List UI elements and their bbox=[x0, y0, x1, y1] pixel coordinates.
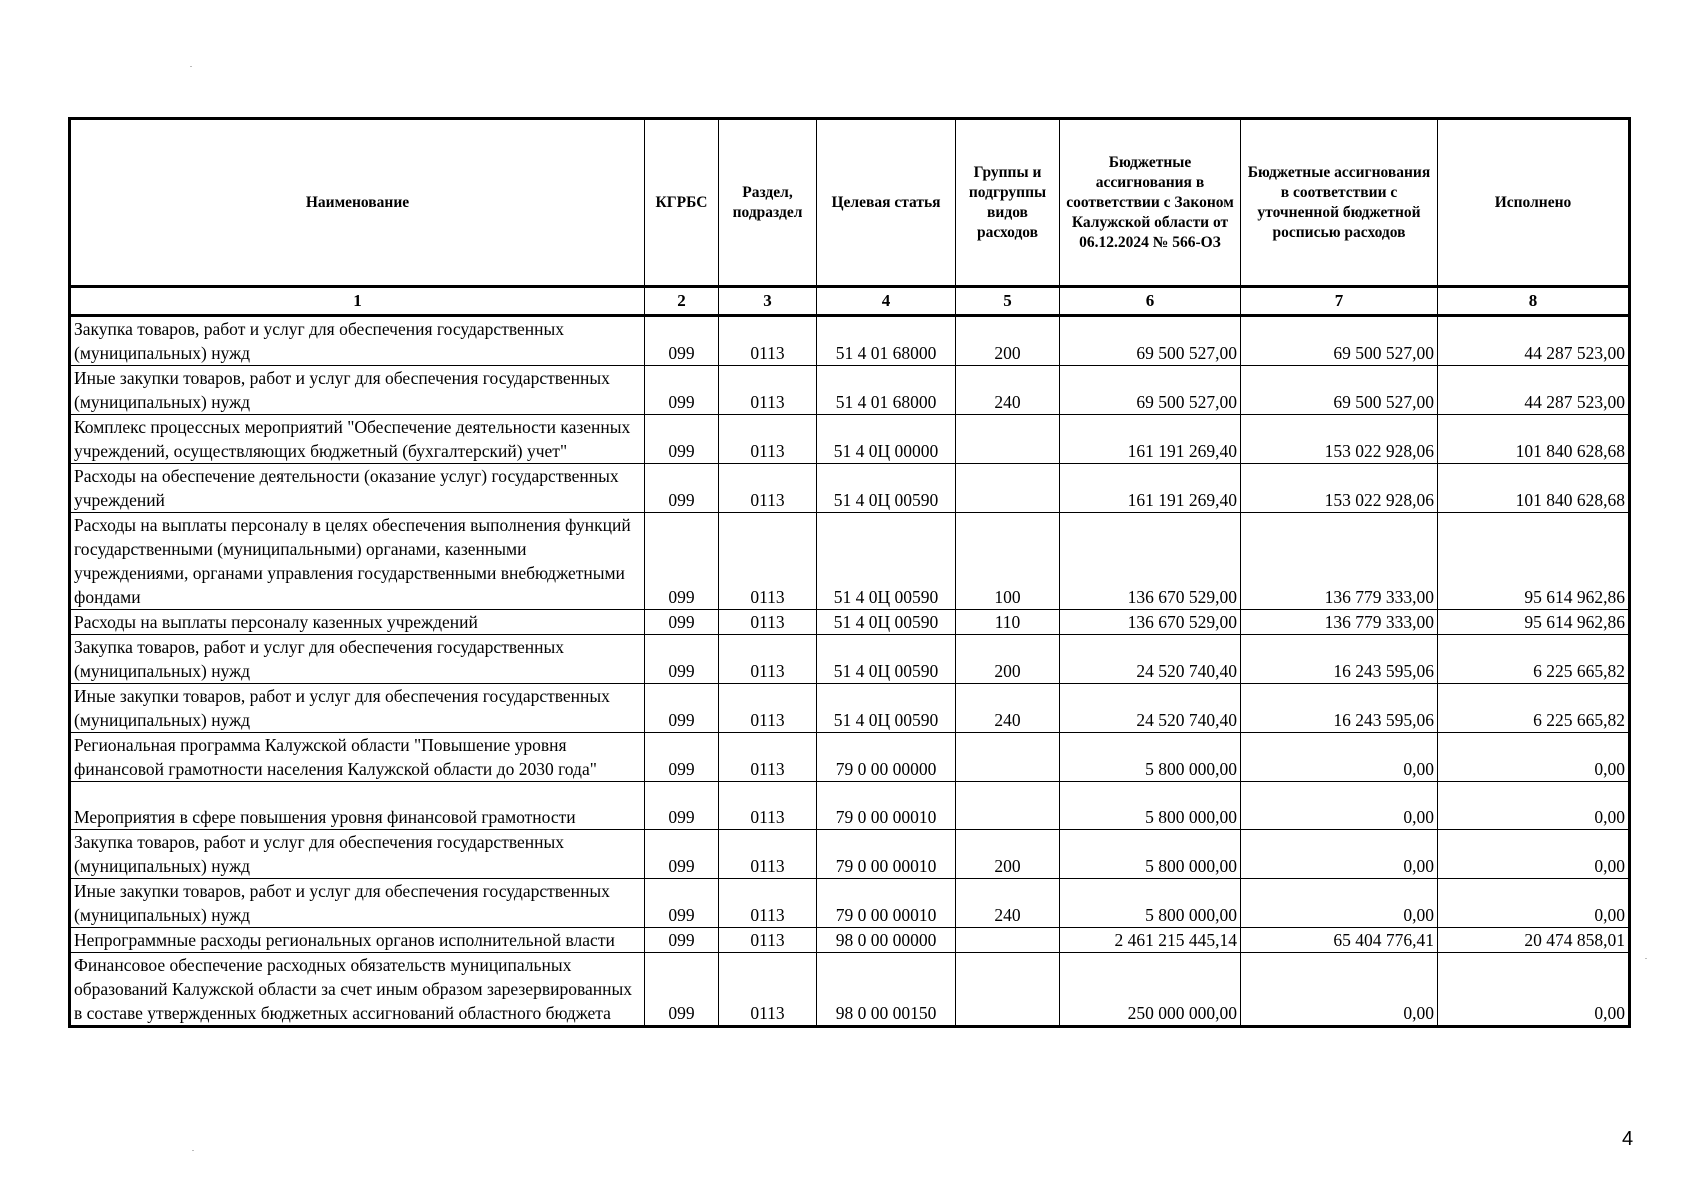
table-row bbox=[70, 635, 1630, 684]
row-razdel: 0113 bbox=[719, 513, 817, 610]
row-kgrbs: 099 bbox=[645, 928, 719, 953]
row-name: Финансовое обеспечение расходных обязательств муниципальных образований Калужской области за счет иным образом зарезервированных в составе утвержденных бюджетных ассигнований областного бюджета bbox=[70, 953, 645, 1027]
header-budget-refined: Бюджетные ассигнования в соответствии с уточненной бюджетной росписью расходов bbox=[1241, 119, 1438, 287]
row-budget-law: 24 520 740,40 bbox=[1060, 684, 1241, 733]
row-budget-refined: 0,00 bbox=[1241, 953, 1438, 1027]
row-budget-law: 69 500 527,00 bbox=[1060, 366, 1241, 415]
row-budget-refined: 136 779 333,00 bbox=[1241, 610, 1438, 635]
scan-speck bbox=[1645, 958, 1647, 959]
row-target-article: 98 0 00 00000 bbox=[817, 928, 956, 953]
row-budget-law: 136 670 529,00 bbox=[1060, 610, 1241, 635]
column-number: 1 bbox=[70, 287, 645, 316]
row-expense-group: 200 bbox=[956, 316, 1060, 366]
row-budget-refined: 136 779 333,00 bbox=[1241, 513, 1438, 610]
row-kgrbs: 099 bbox=[645, 366, 719, 415]
row-budget-refined: 69 500 527,00 bbox=[1241, 316, 1438, 366]
row-expense-group: 200 bbox=[956, 830, 1060, 879]
row-budget-law: 5 800 000,00 bbox=[1060, 879, 1241, 928]
header-gruppy: Группы и подгруппы видов расходов bbox=[956, 119, 1060, 287]
row-name: Закупка товаров, работ и услуг для обеспечения государственных (муниципальных) нужд bbox=[70, 316, 645, 366]
row-budget-refined: 0,00 bbox=[1241, 879, 1438, 928]
row-target-article: 51 4 0Ц 00590 bbox=[817, 610, 956, 635]
row-name: Закупка товаров, работ и услуг для обеспечения государственных (муниципальных) нужд bbox=[70, 635, 645, 684]
header-kgrbs: КГРБС bbox=[645, 119, 719, 287]
row-name: Иные закупки товаров, работ и услуг для обеспечения государственных (муниципальных) нужд bbox=[70, 879, 645, 928]
header-celevaya: Целевая статья bbox=[817, 119, 956, 287]
row-razdel: 0113 bbox=[719, 782, 817, 830]
row-name: Непрограммные расходы региональных органов исполнительной власти bbox=[70, 928, 645, 953]
row-kgrbs: 099 bbox=[645, 830, 719, 879]
row-name: Мероприятия в сфере повышения уровня финансовой грамотности bbox=[70, 782, 645, 830]
column-number: 8 bbox=[1438, 287, 1630, 316]
row-razdel: 0113 bbox=[719, 830, 817, 879]
report-sheet bbox=[68, 117, 1628, 1028]
row-executed: 44 287 523,00 bbox=[1438, 316, 1630, 366]
row-expense-group: 240 bbox=[956, 366, 1060, 415]
row-expense-group: 110 bbox=[956, 610, 1060, 635]
row-target-article: 51 4 0Ц 00590 bbox=[817, 635, 956, 684]
row-executed: 95 614 962,86 bbox=[1438, 610, 1630, 635]
column-number: 4 bbox=[817, 287, 956, 316]
row-name: Расходы на выплаты персоналу в целях обеспечения выполнения функций государственными (муниципальными) органами, казенными учреждениями, органами управления государственными внебюджетными фондами bbox=[70, 513, 645, 610]
row-executed: 0,00 bbox=[1438, 879, 1630, 928]
row-name: Комплекс процессных мероприятий "Обеспечение деятельности казенных учреждений, осуществляющих бюджетный (бухгалтерский) учет" bbox=[70, 415, 645, 464]
row-target-article: 79 0 00 00010 bbox=[817, 782, 956, 830]
row-kgrbs: 099 bbox=[645, 953, 719, 1027]
row-executed: 101 840 628,68 bbox=[1438, 464, 1630, 513]
row-razdel: 0113 bbox=[719, 684, 817, 733]
row-kgrbs: 099 bbox=[645, 513, 719, 610]
row-target-article: 98 0 00 00150 bbox=[817, 953, 956, 1027]
table-row bbox=[70, 830, 1630, 879]
row-expense-group bbox=[956, 733, 1060, 782]
scan-speck bbox=[192, 1150, 194, 1151]
column-number: 6 bbox=[1060, 287, 1241, 316]
row-budget-refined: 69 500 527,00 bbox=[1241, 366, 1438, 415]
row-target-article: 79 0 00 00010 bbox=[817, 879, 956, 928]
row-budget-refined: 153 022 928,06 bbox=[1241, 415, 1438, 464]
row-name: Иные закупки товаров, работ и услуг для обеспечения государственных (муниципальных) нужд bbox=[70, 684, 645, 733]
table-row bbox=[70, 366, 1630, 415]
budget-table bbox=[68, 117, 1631, 1028]
table-row bbox=[70, 782, 1630, 830]
row-name: Иные закупки товаров, работ и услуг для обеспечения государственных (муниципальных) нужд bbox=[70, 366, 645, 415]
row-budget-law: 250 000 000,00 bbox=[1060, 953, 1241, 1027]
row-budget-law: 5 800 000,00 bbox=[1060, 782, 1241, 830]
row-executed: 44 287 523,00 bbox=[1438, 366, 1630, 415]
row-razdel: 0113 bbox=[719, 316, 817, 366]
row-budget-refined: 16 243 595,06 bbox=[1241, 635, 1438, 684]
row-budget-law: 5 800 000,00 bbox=[1060, 830, 1241, 879]
row-budget-refined: 153 022 928,06 bbox=[1241, 464, 1438, 513]
row-kgrbs: 099 bbox=[645, 782, 719, 830]
table-row bbox=[70, 513, 1630, 610]
row-name: Расходы на выплаты персоналу казенных учреждений bbox=[70, 610, 645, 635]
row-budget-law: 5 800 000,00 bbox=[1060, 733, 1241, 782]
column-number: 2 bbox=[645, 287, 719, 316]
header-name: Наименование bbox=[70, 119, 645, 287]
row-expense-group bbox=[956, 415, 1060, 464]
row-kgrbs: 099 bbox=[645, 415, 719, 464]
page-number: 4 bbox=[1622, 1128, 1634, 1150]
header-razdel: Раздел, подраздел bbox=[719, 119, 817, 287]
row-expense-group: 100 bbox=[956, 513, 1060, 610]
row-expense-group: 200 bbox=[956, 635, 1060, 684]
row-expense-group bbox=[956, 928, 1060, 953]
table-row bbox=[70, 610, 1630, 635]
row-kgrbs: 099 bbox=[645, 316, 719, 366]
column-number: 5 bbox=[956, 287, 1060, 316]
row-razdel: 0113 bbox=[719, 879, 817, 928]
row-budget-refined: 0,00 bbox=[1241, 733, 1438, 782]
table-row bbox=[70, 415, 1630, 464]
row-target-article: 51 4 01 68000 bbox=[817, 366, 956, 415]
row-target-article: 51 4 0Ц 00590 bbox=[817, 464, 956, 513]
row-budget-refined: 0,00 bbox=[1241, 830, 1438, 879]
row-razdel: 0113 bbox=[719, 610, 817, 635]
row-target-article: 51 4 0Ц 00590 bbox=[817, 684, 956, 733]
row-executed: 0,00 bbox=[1438, 830, 1630, 879]
table-row bbox=[70, 928, 1630, 953]
row-budget-law: 161 191 269,40 bbox=[1060, 464, 1241, 513]
row-razdel: 0113 bbox=[719, 366, 817, 415]
row-target-article: 79 0 00 00010 bbox=[817, 830, 956, 879]
row-expense-group: 240 bbox=[956, 684, 1060, 733]
row-target-article: 51 4 0Ц 00590 bbox=[817, 513, 956, 610]
row-executed: 6 225 665,82 bbox=[1438, 684, 1630, 733]
row-budget-refined: 65 404 776,41 bbox=[1241, 928, 1438, 953]
row-razdel: 0113 bbox=[719, 928, 817, 953]
row-name: Региональная программа Калужской области "Повышение уровня финансовой грамотности населения Калужской области до 2030 года" bbox=[70, 733, 645, 782]
header-budget-law: Бюджетные ассигнования в соответствии с Законом Калужской области от 06.12.2024 № 566-ОЗ bbox=[1060, 119, 1241, 287]
row-executed: 20 474 858,01 bbox=[1438, 928, 1630, 953]
table-row bbox=[70, 464, 1630, 513]
table-row bbox=[70, 879, 1630, 928]
row-name: Расходы на обеспечение деятельности (оказание услуг) государственных учреждений bbox=[70, 464, 645, 513]
row-budget-law: 69 500 527,00 bbox=[1060, 316, 1241, 366]
column-number: 3 bbox=[719, 287, 817, 316]
row-kgrbs: 099 bbox=[645, 635, 719, 684]
row-budget-law: 24 520 740,40 bbox=[1060, 635, 1241, 684]
header-ispolneno: Исполнено bbox=[1438, 119, 1630, 287]
row-expense-group bbox=[956, 782, 1060, 830]
row-razdel: 0113 bbox=[719, 733, 817, 782]
row-executed: 95 614 962,86 bbox=[1438, 513, 1630, 610]
row-expense-group: 240 bbox=[956, 879, 1060, 928]
row-executed: 0,00 bbox=[1438, 782, 1630, 830]
row-expense-group bbox=[956, 953, 1060, 1027]
row-executed: 6 225 665,82 bbox=[1438, 635, 1630, 684]
row-executed: 101 840 628,68 bbox=[1438, 415, 1630, 464]
row-budget-refined: 0,00 bbox=[1241, 782, 1438, 830]
row-budget-law: 136 670 529,00 bbox=[1060, 513, 1241, 610]
row-razdel: 0113 bbox=[719, 464, 817, 513]
row-kgrbs: 099 bbox=[645, 733, 719, 782]
row-target-article: 51 4 01 68000 bbox=[817, 316, 956, 366]
row-name: Закупка товаров, работ и услуг для обеспечения государственных (муниципальных) нужд bbox=[70, 830, 645, 879]
row-kgrbs: 099 bbox=[645, 464, 719, 513]
header-row bbox=[70, 119, 1630, 287]
table-row bbox=[70, 316, 1630, 366]
row-razdel: 0113 bbox=[719, 635, 817, 684]
row-budget-law: 161 191 269,40 bbox=[1060, 415, 1241, 464]
row-razdel: 0113 bbox=[719, 415, 817, 464]
row-kgrbs: 099 bbox=[645, 684, 719, 733]
table-row bbox=[70, 953, 1630, 1027]
row-kgrbs: 099 bbox=[645, 879, 719, 928]
scan-speck bbox=[190, 66, 192, 67]
column-number-row bbox=[70, 287, 1630, 316]
row-target-article: 79 0 00 00000 bbox=[817, 733, 956, 782]
table-row bbox=[70, 733, 1630, 782]
row-kgrbs: 099 bbox=[645, 610, 719, 635]
column-number: 7 bbox=[1241, 287, 1438, 316]
row-budget-law: 2 461 215 445,14 bbox=[1060, 928, 1241, 953]
row-expense-group bbox=[956, 464, 1060, 513]
row-executed: 0,00 bbox=[1438, 953, 1630, 1027]
row-razdel: 0113 bbox=[719, 953, 817, 1027]
row-budget-refined: 16 243 595,06 bbox=[1241, 684, 1438, 733]
row-target-article: 51 4 0Ц 00000 bbox=[817, 415, 956, 464]
table-row bbox=[70, 684, 1630, 733]
row-executed: 0,00 bbox=[1438, 733, 1630, 782]
